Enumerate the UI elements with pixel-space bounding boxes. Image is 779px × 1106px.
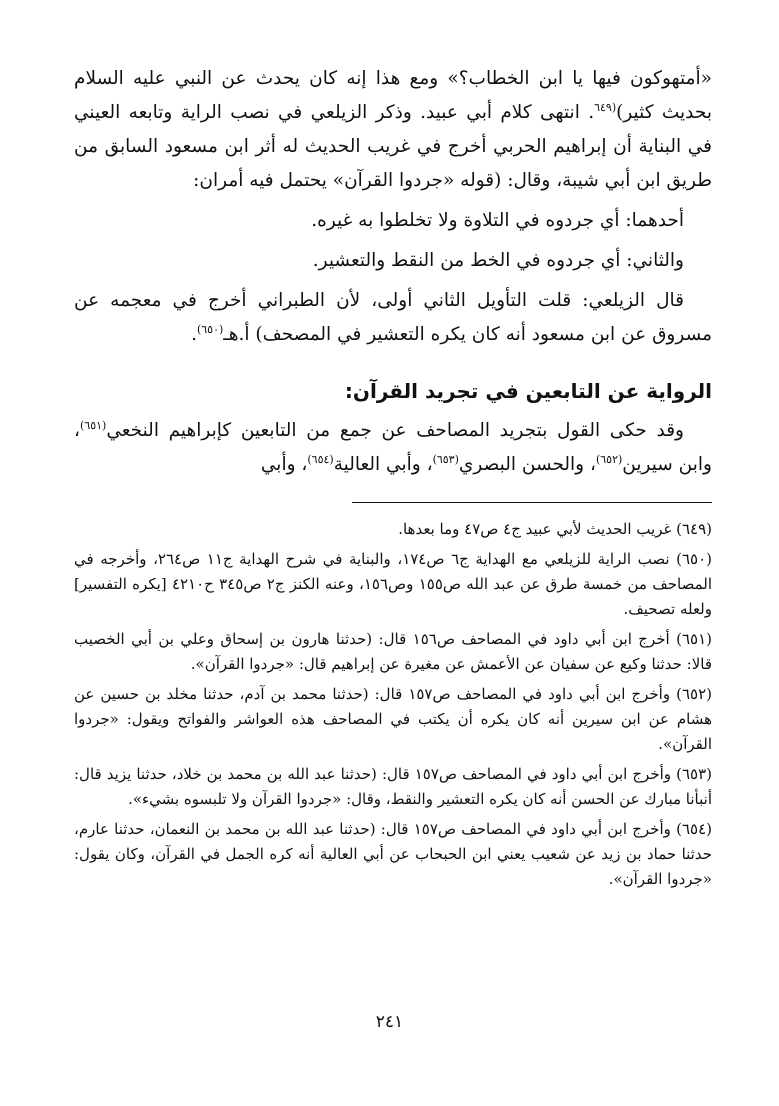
footnote-ref-650[interactable]: (٦٥٠)	[196, 322, 224, 336]
footnote-number: (٦٥٣)	[676, 765, 712, 783]
footnote-text: وأخرج ابن أبي داود في المصاحف ص١٥٧ قال: (حدثنا عبد الله بن محمد بن خلاد، حدثنا يزيد قال: أنبأنا مبارك عن الحسن أنه كان يكره التعشير والنقط، وقال: «جردوا القرآن ولا تلبسوه بشيء».	[74, 765, 712, 808]
footnote-text: وأخرج ابن أبي داود في المصاحف ص١٥٧ قال: (حدثنا محمد بن آدم، حدثنا مخلد بن حسين عن هشام عن ابن سيرين أنه كان يكره أن يكتب في المصاحف هذه العواشر والفواتح ويقول: «جردوا القرآن».	[74, 685, 712, 753]
footnote-text: نصب الراية للزيلعي مع الهداية ج٦ ص١٧٤، والبناية في شرح الهداية ج١١ ص٢٦٤، وأخرجه في المصاحف من خمسة طرق عن عبد الله ص١٥٥ وص١٥٦، وعنه الكنز ج٢ ص٣٤٥ ح٤٢١٠ [يكره التفسير] ولعله تصحيف.	[74, 550, 713, 618]
paragraph-1	[74, 62, 712, 198]
page-number: ٢٤١	[375, 1012, 404, 1032]
paragraph-1-text-b: . انتهى كلام أبي عبيد. وذكر الزيلعي في نصب الراية وتابعه العيني في البناية أن إبراهيم الحربي أخرج في غريب الحديث له أثر ابن مسعود السابق من طريق ابن أبي شيبة، وقال: (قوله «جردوا القرآن» يحتمل فيه أمران:	[74, 102, 712, 191]
section-heading: الرواية عن التابعين في تجريد القرآن:	[344, 379, 712, 403]
paragraph-5-text-b: ، وابن سيرين	[74, 420, 712, 475]
footnote-text: غريب الحديث لأبي عبيد ج٤ ص٤٧ وما بعدها.	[398, 520, 672, 538]
footnote-ref-654[interactable]: (٦٥٤)	[307, 452, 334, 466]
footnote-number: (٦٥٤)	[676, 820, 712, 838]
footnote-ref-649[interactable]: (٦٤٩	[594, 100, 617, 114]
footnote-ref-651[interactable]: (٦٥١)	[79, 418, 107, 432]
paragraph-5-text-e: ، وأبي	[260, 454, 308, 475]
footnote-654	[74, 817, 712, 892]
paragraph-5	[74, 414, 712, 482]
footnote-ref-652[interactable]: (٦٥٢)	[595, 452, 623, 466]
paragraph-2: أحدهما: أي جردوه في التلاوة ولا تخلطوا به غيره.	[311, 210, 684, 231]
paragraph-4	[74, 284, 712, 352]
paragraph-1-text-a: «أمتهوكون فيها يا ابن الخطاب؟» ومع هذا إنه كان يحدث عن النبي عليه السلام بحديث كثير)	[74, 68, 712, 123]
footnote-number: (٦٥١)	[676, 630, 712, 648]
paragraph-3: والثاني: أي جردوه في الخط من النقط والتعشير.	[312, 250, 684, 271]
paragraph-5-text-d: ، وأبي العالية	[333, 454, 433, 475]
footnote-650	[74, 547, 712, 622]
footnote-divider	[352, 502, 712, 503]
footnote-652	[74, 682, 712, 757]
paragraph-4-text-b: .	[191, 324, 197, 345]
paragraph-5-text-a: وقد حكى القول بتجريد المصاحف عن جمع من التابعين كإبراهيم النخعي	[106, 420, 684, 441]
footnote-653	[74, 762, 712, 812]
footnote-text: وأخرج ابن أبي داود في المصاحف ص١٥٧ قال: (حدثنا عبد الله بن محمد بن النعمان، حدثنا عارم، حدثنا حماد بن زيد عن شعيب يعني ابن الحبحاب عن أبي العالية أنه كره الجمل في القرآن، وكان يقول: «جردوا القرآن».	[74, 820, 712, 888]
page-body	[74, 62, 712, 897]
paragraph-5-text-c: ، والحسن البصري	[458, 454, 596, 475]
paragraph-4-text-a: قال الزيلعي: قلت التأويل الثاني أولى، لأن الطبراني أخرج في معجمه عن مسروق عن ابن مسعود أنه كان يكره التعشير في المصحف) أ.هـ	[74, 290, 712, 345]
footnote-651	[74, 627, 712, 677]
footnote-number: (٦٤٩)	[676, 520, 712, 538]
footnote-ref-653[interactable]: (٦٥٣)	[432, 452, 459, 466]
footnote-649	[74, 517, 712, 542]
footnote-number: (٦٥٠)	[676, 550, 712, 568]
footnotes	[74, 517, 712, 892]
footnote-number: (٦٥٢)	[676, 685, 712, 703]
footnote-text: أخرج ابن أبي داود في المصاحف ص١٥٦ قال: (حدثنا هارون بن إسحاق وعلي بن أبي الخصيب قالا: حدثنا وكيع عن سفيان عن الأعمش عن مغيرة عن إبراهيم قال: «جردوا القرآن».	[74, 630, 712, 673]
